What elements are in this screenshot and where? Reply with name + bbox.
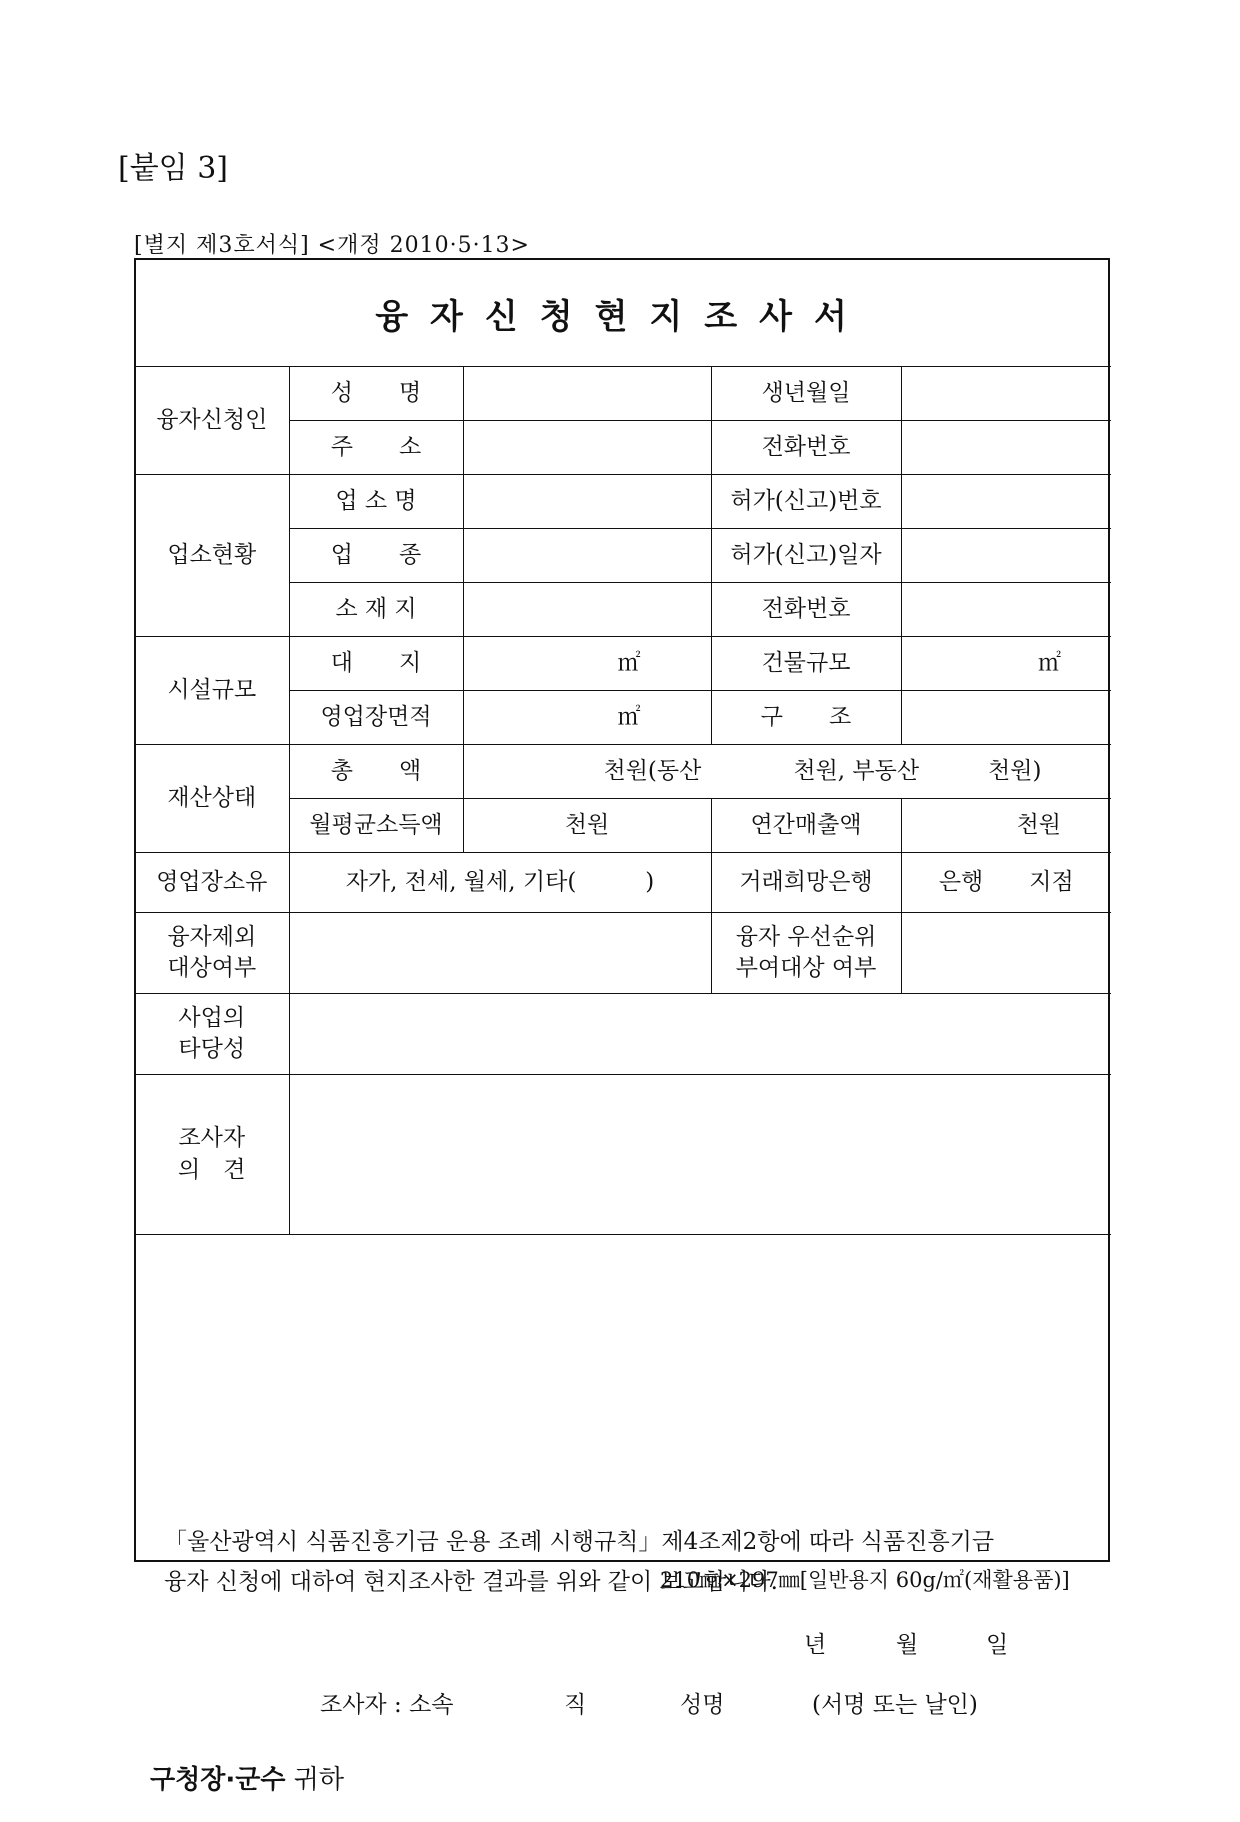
- validity-label-line2: 타당성: [178, 1036, 246, 1062]
- business-name-label: 업 소 명: [289, 475, 463, 529]
- address-label: 주 소: [289, 421, 463, 475]
- monthly-income-unit: 천원: [564, 811, 610, 838]
- bank-field[interactable]: 은행 지점: [901, 853, 1111, 913]
- building-unit: ㎡: [1038, 649, 1061, 676]
- facility-group-label: 시설규모: [135, 637, 289, 745]
- priority-label-line1: 융자 우선순위: [735, 923, 877, 950]
- opinion-label-line2: 의 견: [178, 1156, 246, 1183]
- permit-date-field[interactable]: [901, 529, 1111, 583]
- priority-field[interactable]: [901, 913, 1111, 994]
- date-month: 월: [896, 1632, 919, 1658]
- monthly-income-field[interactable]: [463, 799, 711, 853]
- addressee-suffix: 귀하: [285, 1765, 344, 1795]
- surveyor-position-label: 직: [564, 1692, 587, 1718]
- total-label: 총 액: [289, 745, 463, 799]
- form-title: 융자신청현지조사서: [375, 296, 869, 337]
- applicant-group-label: 융자신청인: [135, 367, 289, 475]
- business-phone-label: 전화번호: [711, 583, 901, 637]
- validity-label-line1: 사업의: [178, 1004, 246, 1031]
- validity-label: [135, 994, 289, 1075]
- addressee: [150, 1759, 344, 1796]
- paper-specification: 210㎜×297㎜[일반용지 60g/㎡(재활용품)]: [660, 1568, 1070, 1592]
- exclusion-label-line2: 대상여부: [167, 955, 257, 981]
- total-field[interactable]: 천원(동산 천원, 부동산 천원): [463, 745, 1111, 799]
- date-year: 년: [804, 1632, 827, 1658]
- permit-number-field[interactable]: [901, 475, 1111, 529]
- land-label: 대 지: [289, 637, 463, 691]
- monthly-income-label: 월평균소득액: [289, 799, 463, 853]
- attachment-label: [붙임 3]: [118, 151, 228, 186]
- annual-sales-field[interactable]: [901, 799, 1111, 853]
- exclusion-label-line1: 융자제외: [167, 923, 257, 950]
- report-statement: 「울산광역시 식품진흥기금 운용 조례 시행규칙」제4조제2항에 따라 식품진흥기금 융자 신청에 대하여 현지조사한 결과를 위와 같이 보고합니다.: [164, 1529, 995, 1595]
- building-label: 건물규모: [711, 637, 901, 691]
- business-group-label: 업소현황: [135, 475, 289, 637]
- location-field[interactable]: [463, 583, 711, 637]
- opinion-label-line1: 조사자: [178, 1125, 246, 1152]
- business-type-label: 업 종: [289, 529, 463, 583]
- area-unit: ㎡: [617, 703, 641, 730]
- addressee-title: 구청장·군수: [150, 1765, 286, 1795]
- report-footer: [136, 1502, 1110, 1822]
- ownership-label: 영업장소유: [135, 853, 289, 913]
- annual-sales-label: 연간매출액: [711, 799, 901, 853]
- ownership-options[interactable]: 자가, 전세, 월세, 기타( ): [289, 853, 711, 913]
- structure-field[interactable]: [901, 691, 1111, 745]
- building-field[interactable]: [901, 637, 1111, 691]
- area-field[interactable]: [463, 691, 711, 745]
- validity-field[interactable]: [289, 994, 1111, 1075]
- business-name-field[interactable]: [463, 475, 711, 529]
- structure-label: 구 조: [711, 691, 901, 745]
- business-phone-field[interactable]: [901, 583, 1111, 637]
- surveyor-name-label: 성명: [680, 1692, 725, 1718]
- exclusion-field[interactable]: [289, 913, 711, 994]
- signature-seal-label: (서명 또는 날인): [812, 1692, 978, 1718]
- location-label: 소 재 지: [289, 583, 463, 637]
- exclusion-label: [135, 913, 289, 994]
- business-type-field[interactable]: [463, 529, 711, 583]
- applicant-phone-field[interactable]: [901, 421, 1111, 475]
- property-group-label: 재산상태: [135, 745, 289, 853]
- date-day: 일: [986, 1632, 1009, 1658]
- priority-label-line2: 부여대상 여부: [735, 955, 877, 981]
- land-field[interactable]: [463, 637, 711, 691]
- bank-label: 거래희망은행: [711, 853, 901, 913]
- applicant-phone-label: 전화번호: [711, 421, 901, 475]
- permit-number-label: 허가(신고)번호: [711, 475, 901, 529]
- survey-table: [135, 366, 1111, 1235]
- name-field[interactable]: [463, 367, 711, 421]
- area-label: 영업장면적: [289, 691, 463, 745]
- form-reference: [별지 제3호서식] <개정 2010·5·13>: [134, 233, 530, 258]
- opinion-field[interactable]: [289, 1075, 1111, 1235]
- land-unit: ㎡: [617, 649, 641, 676]
- address-field[interactable]: [463, 421, 711, 475]
- birth-label: 생년월일: [711, 367, 901, 421]
- priority-label: [711, 913, 901, 994]
- name-label: 성 명: [289, 367, 463, 421]
- surveyor-affiliation-label: 조사자 : 소속: [320, 1692, 454, 1718]
- permit-date-label: 허가(신고)일자: [711, 529, 901, 583]
- opinion-label: [135, 1075, 289, 1235]
- birth-field[interactable]: [901, 367, 1111, 421]
- annual-sales-unit: 천원: [1016, 811, 1061, 838]
